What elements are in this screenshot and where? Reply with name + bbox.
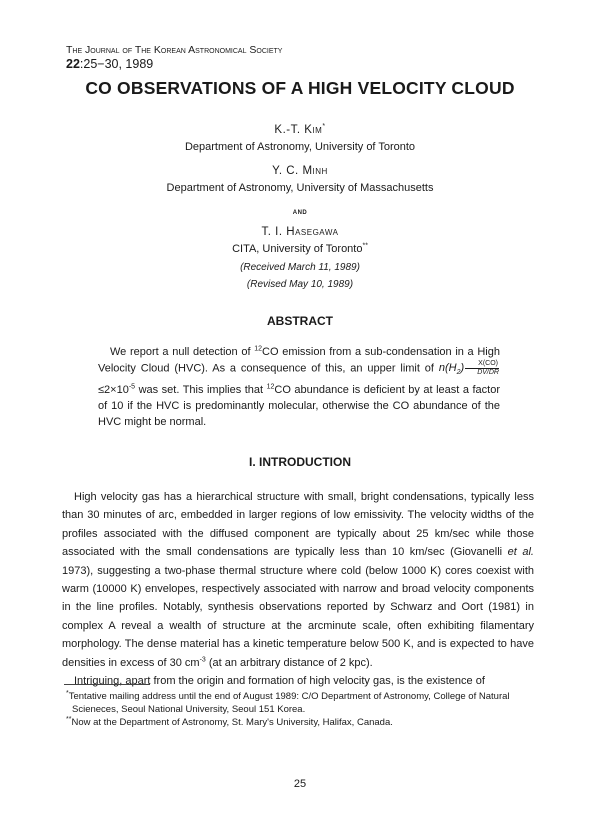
abstract-heading: ABSTRACT: [267, 314, 333, 328]
revised-date: (Revised May 10, 1989): [246, 279, 354, 290]
footnote-rule: [64, 684, 150, 685]
pages-year: :25−30, 1989: [79, 57, 154, 71]
footnote-1: *Tentative mailing address until the end of August 1989: C/O Department of Astronomy, College of Natural Scieneces, Seoul National University, Seoul 151 Korea.: [66, 689, 510, 715]
formula: $n(H_2)$: [438, 362, 465, 377]
affiliation-1: Department of Astronomy, University of Toronto: [184, 141, 416, 153]
footnotes: [64, 690, 534, 729]
paper-title: CO OBSERVATIONS OF A HIGH VELOCITY CLOUD: [85, 78, 515, 98]
paragraph: High velocity gas has a hierarchical structure with small, bright condensations, typically less than 30 minutes of arc, embedded in larger regions of low emissivity. The velocity widths of the profiles associated with the diffused component are typically about 25 km/sec while those associated with the small condensations are typically less than 10 km/sec (Giovanelli et al. 1973), suggesting a two-phase thermal structure where cold (below 1000 K) cores coexist with warm (10000 K) envelopes, respectively associated with narrow and broad velocity components in the line profiles. Notably, synthesis observations reported by Schwarz and Oort (1981) in complex A reveal a wealth of structure at the arcminute scale, often exhibiting filamentary morphology. The dense material has a kinetic temperature below 500 K, and is expected to have densities in excess of 30 $cm^{-3}$ (at an arbitrary distance of 2 kpc).: [62, 491, 534, 669]
journal-name: The Journal of The Korean Astronomical Society: [66, 44, 283, 56]
volume-number: 22: [66, 57, 80, 71]
introduction-body: [62, 488, 534, 690]
page-number: 25: [293, 778, 307, 790]
author-mark: *: [322, 123, 326, 131]
author-1: [0, 124, 600, 136]
author-3: [0, 226, 600, 238]
received-date: (Received March 11, 1989): [240, 262, 360, 273]
author-name: K.-T. Kim: [274, 124, 323, 136]
and-separator: and: [292, 206, 308, 216]
affiliation-3: CITA, University of Toronto**: [232, 242, 368, 255]
abstract-body: We report a null detection of $^{12}$CO emission from a sub-condensation in a High Velocity Cloud (HVC). As a consequence of this, an upper limit of $n(H_2)$ $\frac{X(CO)}{DV/DR}$ $\le 2\times 10^{-5}$ was set. This implies that $^{12}$CO abundance is deficient by at least a factor of 10 if the HVC is predominantly molecular, otherwise the CO abundance of the HVC might be normal.: [98, 345, 500, 428]
paragraph: Intriguing, apart from the origin and formation of high velocity gas, is the existence of: [74, 675, 485, 688]
affiliation-mark: **: [362, 242, 368, 250]
author-name: Y. C. Minh: [272, 165, 328, 177]
formula-fraction: $\frac{X(CO)}{DV/DR}$: [465, 360, 499, 377]
section-heading: I. INTRODUCTION: [249, 455, 351, 469]
volume-info: [66, 57, 153, 71]
author-name: T. I. Hasegawa: [261, 226, 339, 238]
affiliation-2: Department of Astronomy, University of Massachusetts: [166, 182, 434, 194]
author-2: [0, 165, 600, 177]
footnote-2: **Now at the Department of Astronomy, St. Mary's University, Halifax, Canada.: [66, 715, 393, 728]
